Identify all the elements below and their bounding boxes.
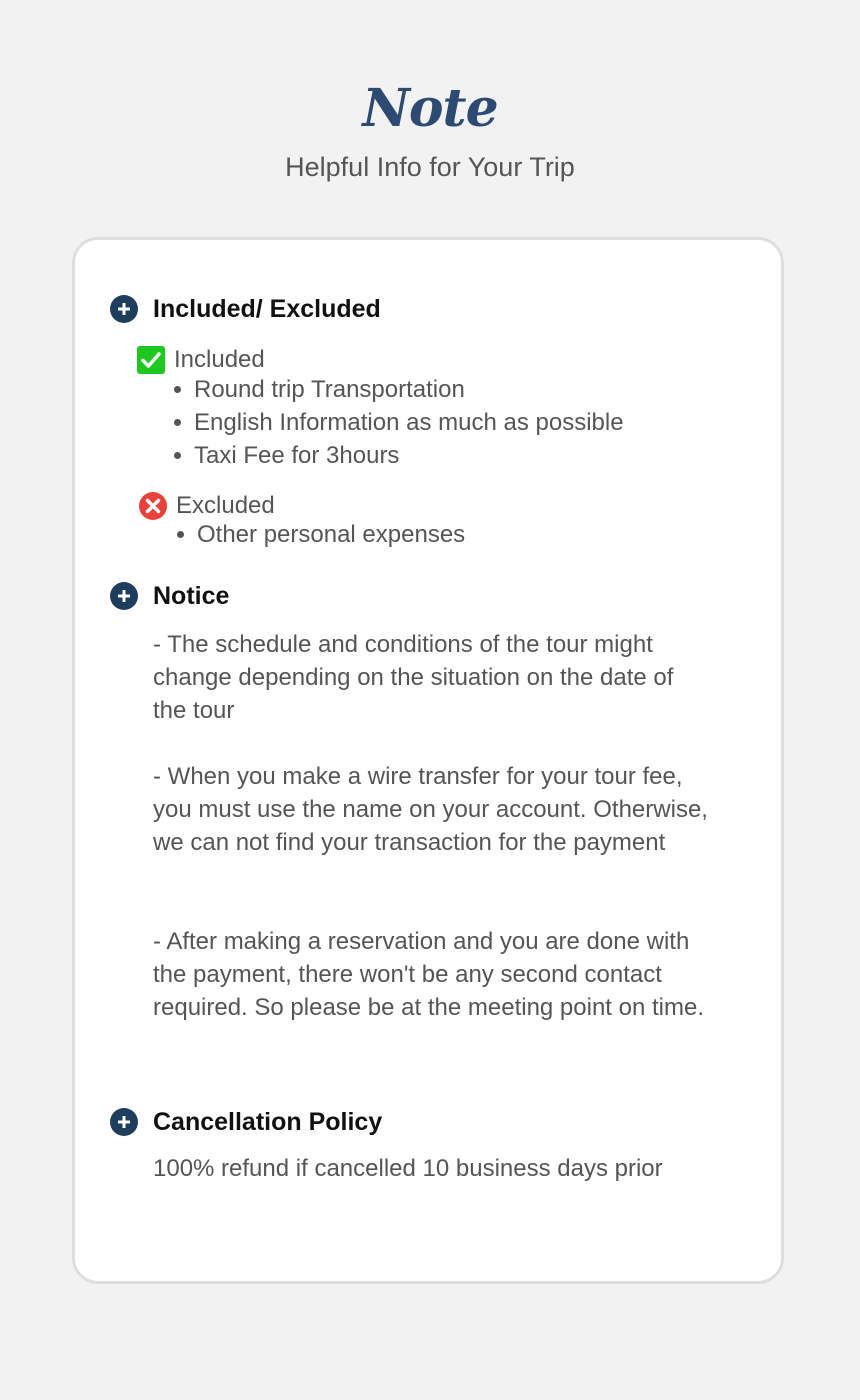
list-item: Round trip Transportation (174, 373, 624, 406)
notice-paragraph: - When you make a wire transfer for your tour fee, you must use the name on your account. Otherwise, we can not find your transaction for the payment (153, 763, 708, 856)
included-label: Included (174, 346, 265, 373)
list-item: English Information as much as possible (174, 406, 624, 439)
excluded-list (177, 518, 465, 551)
notice-paragraph: - After making a reservation and you are done with the payment, there won't be any second contact required. So please be at the meeting point on time. (153, 928, 705, 1021)
list-item: Other personal expenses (177, 518, 465, 551)
plus-circle-icon[interactable] (110, 582, 138, 610)
section-title: Cancellation Policy (153, 1107, 383, 1136)
list-item: Taxi Fee for 3hours (174, 439, 624, 472)
section-included-excluded-header[interactable] (110, 294, 381, 324)
plus-circle-icon[interactable] (110, 1108, 138, 1136)
cancellation-text: 100% refund if cancelled 10 business days prior (153, 1155, 663, 1182)
x-circle-icon (139, 492, 167, 520)
included-list (174, 373, 624, 472)
excluded-header (139, 492, 275, 520)
notice-paragraph: - The schedule and conditions of the tour might change depending on the situation on the date of the tour (153, 631, 674, 724)
check-box-icon (137, 346, 165, 374)
excluded-label: Excluded (176, 492, 275, 519)
page-subtitle: Helpful Info for Your Trip (285, 152, 575, 182)
included-header (137, 346, 265, 374)
section-notice-header[interactable] (110, 581, 229, 611)
section-cancellation-header[interactable] (110, 1107, 382, 1137)
plus-circle-icon[interactable] (110, 295, 138, 323)
section-title: Notice (153, 581, 230, 610)
section-title: Included/ Excluded (153, 294, 381, 323)
page-title: Note (362, 78, 498, 139)
